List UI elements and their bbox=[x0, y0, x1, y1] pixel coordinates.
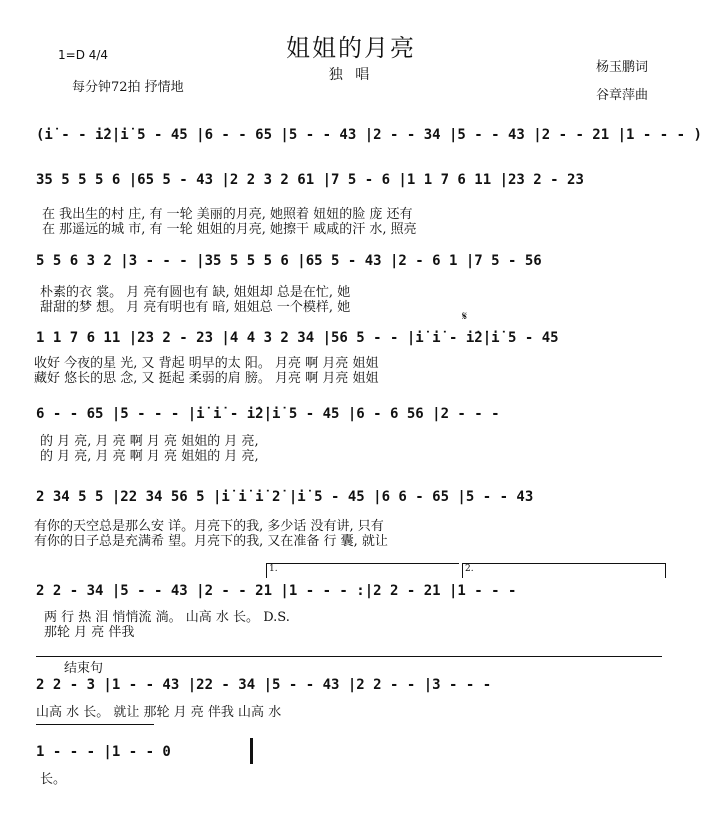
notation-row-2: 35 5 5 5 6 |65 5 - 43 |2 2 3 2 61 |7 5 - 6 |1 1 7 6 11 |23 2 - 23 bbox=[36, 172, 584, 188]
lyrics-row-2-verse-1: 在 我出生的村 庄, 有 一轮 美丽的月亮, 她照着 妞妞的脸 庞 还有 bbox=[42, 207, 413, 222]
notation-row-3: 5 5 6 3 2 |3 - - - |35 5 5 5 6 |65 5 - 43 |2 - 6 1 |7 5 - 56 bbox=[36, 253, 542, 269]
lyrics-row-6-verse-2: 有你的日子总是充满希 望。月亮下的我, 又在准备 行 囊, 就让 bbox=[34, 534, 388, 549]
lyrics-row-2-verse-2: 在 那遥远的城 市, 有 一轮 姐姐的月亮, 她擦干 咸咸的汗 水, 照亮 bbox=[42, 222, 417, 237]
notation-row-8: 2 2 - 3 |1 - - 43 |22 - 34 |5 - - 43 |2 2 - - |3 - - - bbox=[36, 677, 492, 693]
song-title: 姐姐的月亮 bbox=[286, 34, 416, 62]
lyrics-row-9: 长。 bbox=[40, 772, 67, 787]
lyrics-row-3-verse-2: 甜甜的梦 想。 月 亮有明也有 暗, 姐姐总 一个模样, 她 bbox=[40, 300, 351, 315]
segno-sign: 𝄋 bbox=[462, 309, 468, 323]
lyrics-row-8: 山高 水 长。 就让 那轮 月 亮 伴我 山高 水 bbox=[36, 705, 282, 720]
lyrics-row-5-verse-1: 的 月 亮, 月 亮 啊 月 亮 姐姐的 月 亮, bbox=[40, 434, 259, 449]
notation-row-1: (i̇ - - i̇2̇|i̇ 5 - 45 |6 - - 65 |5 - - 43 |2 - - 34 |5 - - 43 |2 - - 21 |1 - - - ) bbox=[36, 127, 702, 143]
second-ending-bracket bbox=[462, 563, 666, 578]
lyrics-row-5-verse-2: 的 月 亮, 月 亮 啊 月 亮 姐姐的 月 亮, bbox=[40, 449, 259, 464]
notation-row-5: 6 - - 65 |5 - - - |i̇ i̇ - i̇2̇|i̇ 5 - 45 |6 - 6 56 |2 - - - bbox=[36, 406, 500, 422]
key-signature: 1=D 4/4 bbox=[58, 48, 109, 62]
lyrics-row-6-verse-1: 有你的天空总是那么安 详。月亮下的我, 多少话 没有讲, 只有 bbox=[34, 519, 384, 534]
lyrics-row-3-verse-1: 朴素的衣 裳。 月 亮有圆也有 缺, 姐姐却 总是在忙, 她 bbox=[40, 285, 351, 300]
composer: 谷章萍曲 bbox=[596, 88, 649, 103]
first-ending-label: 1. bbox=[269, 564, 278, 574]
lyrics-row-7-verse-2: 那轮 月 亮 伴我 bbox=[44, 625, 135, 640]
ending-phrase-line bbox=[36, 656, 662, 657]
second-ending-label: 2. bbox=[465, 564, 474, 574]
lyrics-row-4-verse-1: 收好 今夜的星 光, 又 背起 明早的太 阳。 月亮 啊 月亮 姐姐 bbox=[34, 356, 379, 371]
ending-phrase-label: 结束句 bbox=[64, 661, 104, 676]
lyricist: 杨玉鹏词 bbox=[596, 60, 649, 75]
first-ending-bracket bbox=[266, 563, 459, 578]
final-phrase-line bbox=[36, 724, 154, 725]
lyrics-row-4-verse-2: 藏好 悠长的思 念, 又 挺起 柔弱的肩 膀。 月亮 啊 月亮 姐姐 bbox=[34, 371, 379, 386]
notation-row-4: 1 1 7 6 11 |23 2 - 23 |4 4 3 2 34 |56 5 - - |i̇ i̇ - i̇2̇|i̇ 5 - 45 bbox=[36, 330, 559, 346]
lyrics-row-7-verse-1: 两 行 热 泪 悄悄流 淌。 山高 水 长。 D.S. bbox=[44, 610, 290, 625]
tempo-marking: 每分钟72拍 抒情地 bbox=[72, 80, 184, 95]
notation-row-9: 1 - - - |1 - - 0 bbox=[36, 744, 171, 760]
notation-row-6: 2 34 5 5 |22 34 56 5 |i̇ i̇ i̇ 2̇ |i̇ 5 - 45 |6 6 - 65 |5 - - 43 bbox=[36, 489, 534, 505]
performance-type: 独 唱 bbox=[328, 67, 374, 83]
final-barline bbox=[250, 738, 253, 764]
notation-row-7: 2 2 - 34 |5 - - 43 |2 - - 21 |1 - - - :|2 2 - 21 |1 - - - bbox=[36, 583, 517, 599]
